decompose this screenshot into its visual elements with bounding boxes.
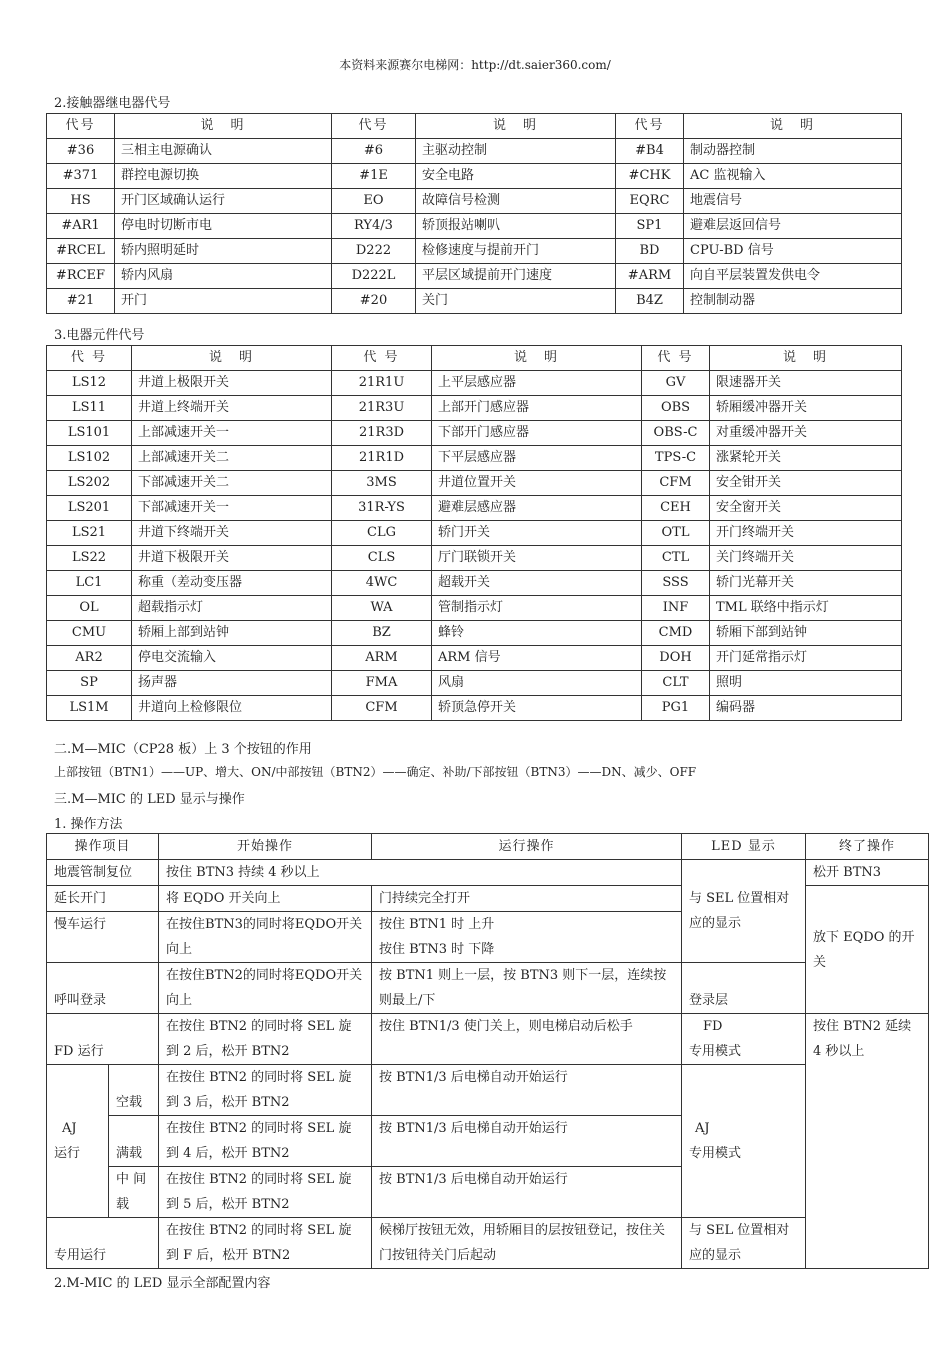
component-code-cell: PG1: [642, 696, 710, 721]
contactor-row: [47, 239, 902, 264]
contactor-code-cell: BD: [616, 239, 684, 264]
component-header-cell: 代 号: [642, 346, 710, 371]
contactor-desc-cell: CPU-BD 信号: [684, 239, 902, 264]
component-header-row: [47, 346, 902, 371]
component-desc-cell: 井道下终端开关: [132, 521, 332, 546]
component-code-cell: CFM: [642, 471, 710, 496]
aj-led-label: 专用模式: [689, 1146, 742, 1161]
component-desc-cell: 扬声器: [132, 671, 332, 696]
component-desc-cell: 井道向上检修限位: [132, 696, 332, 721]
contactor-desc-cell: 主驱动控制: [416, 139, 616, 164]
section-title-contactor: 2.接触器继电器代号: [54, 96, 171, 111]
component-desc-cell: 蜂铃: [432, 621, 642, 646]
contactor-header-cell: 代号: [616, 114, 684, 139]
contactor-code-cell: #1E: [332, 164, 416, 189]
component-desc-cell: 上部减速开关一: [132, 421, 332, 446]
component-desc-cell: 井道上终端开关: [132, 396, 332, 421]
contactor-desc-cell: 三相主电源确认: [115, 139, 332, 164]
fd-led-mode: FD: [703, 1019, 723, 1034]
component-row: [47, 496, 902, 521]
component-desc-cell: 下平层感应器: [432, 446, 642, 471]
contactor-header-cell: 说 明: [684, 114, 902, 139]
contactor-row: [47, 164, 902, 189]
contactor-code-table: [46, 113, 902, 314]
contactor-desc-cell: 地震信号: [684, 189, 902, 214]
component-code-cell: LS21: [47, 521, 132, 546]
contactor-header-cell: 说 明: [416, 114, 616, 139]
part3-title: 三.M—MIC 的 LED 显示与操作: [54, 792, 245, 807]
component-code-cell: OBS: [642, 396, 710, 421]
contactor-code-cell: #ARM: [616, 264, 684, 289]
component-code-table: [46, 345, 902, 721]
component-desc-cell: 下部减速开关一: [132, 496, 332, 521]
ops-header-start: 开始操作: [159, 834, 372, 860]
component-desc-cell: 关门终端开关: [710, 546, 902, 571]
component-desc-cell: 开门延常指示灯: [710, 646, 902, 671]
contactor-code-cell: D222L: [332, 264, 416, 289]
component-code-cell: DOH: [642, 646, 710, 671]
contactor-row: [47, 214, 902, 239]
component-code-cell: AR2: [47, 646, 132, 671]
component-code-cell: OTL: [642, 521, 710, 546]
contactor-desc-cell: 开门区域确认运行: [115, 189, 332, 214]
contactor-desc-cell: 向自平层装置发供电令: [684, 264, 902, 289]
contactor-code-cell: #AR1: [47, 214, 115, 239]
component-code-cell: ARM: [332, 646, 432, 671]
component-code-cell: CTL: [642, 546, 710, 571]
contactor-header-cell: 代号: [332, 114, 416, 139]
component-header-cell: 代 号: [332, 346, 432, 371]
contactor-desc-cell: 轿内照明延时: [115, 239, 332, 264]
contactor-desc-cell: 轿顶报站喇叭: [416, 214, 616, 239]
component-code-cell: CMD: [642, 621, 710, 646]
ops-header-row: [47, 834, 929, 860]
component-row: [47, 421, 902, 446]
contactor-code-cell: D222: [332, 239, 416, 264]
component-desc-cell: 停电交流输入: [132, 646, 332, 671]
contactor-desc-cell: 安全电路: [416, 164, 616, 189]
aj-led-mode: AJ: [695, 1121, 710, 1136]
operation-table: [46, 833, 929, 1269]
contactor-code-cell: #371: [47, 164, 115, 189]
footer-title: 2.M-MIC 的 LED 显示全部配置内容: [54, 1276, 271, 1291]
led-sel-display: 与 SEL 位置相对应的显示: [682, 860, 806, 963]
contactor-code-cell: #20: [332, 289, 416, 314]
contactor-code-cell: B4Z: [616, 289, 684, 314]
fd-start: 在按住 BTN2 的同时将 SEL 旋到 2 后，松开 BTN2: [159, 1014, 372, 1065]
quake-end: 松开 BTN3: [806, 860, 929, 886]
special-start: 在按住 BTN2 的同时将 SEL 旋到 F 后，松开 BTN2: [159, 1218, 372, 1269]
component-desc-cell: 轿门光幕开关: [710, 571, 902, 596]
ops-header-item: 操作项目: [47, 834, 159, 860]
component-code-cell: OBS-C: [642, 421, 710, 446]
call-start: 在按住BTN2的同时将EQDO开关向上: [159, 963, 372, 1014]
contactor-code-cell: #RCEL: [47, 239, 115, 264]
component-code-cell: 21R1U: [332, 371, 432, 396]
component-desc-cell: 井道下极限开关: [132, 546, 332, 571]
component-desc-cell: 井道位置开关: [432, 471, 642, 496]
component-desc-cell: 轿厢缓冲器开关: [710, 396, 902, 421]
component-code-cell: 21R3U: [332, 396, 432, 421]
component-code-cell: SP: [47, 671, 132, 696]
contactor-header-cell: 代号: [47, 114, 115, 139]
slow-run-up: 按住 BTN1 时 上升: [379, 917, 495, 932]
component-code-cell: CLG: [332, 521, 432, 546]
contactor-header-row: [47, 114, 902, 139]
component-row: [47, 621, 902, 646]
component-desc-cell: TML 联络中指示灯: [710, 596, 902, 621]
call-item: 呼叫登录: [47, 963, 159, 1014]
fd-item: FD 运行: [47, 1014, 159, 1065]
button-function-text: 上部按钮（BTN1）——UP、增大、ON/中部按钮（BTN2）——确定、补助/下部按钮（BTN3）——DN、减少、OFF: [54, 765, 697, 779]
component-header-cell: 代 号: [47, 346, 132, 371]
component-desc-cell: 管制指示灯: [432, 596, 642, 621]
component-desc-cell: 上部开门感应器: [432, 396, 642, 421]
component-header-cell: 说 明: [132, 346, 332, 371]
component-code-cell: CMU: [47, 621, 132, 646]
contactor-desc-cell: 控制制动器: [684, 289, 902, 314]
aj-sub-mid: 中 间 载: [109, 1167, 159, 1218]
component-code-cell: WA: [332, 596, 432, 621]
component-desc-cell: 安全钳开关: [710, 471, 902, 496]
contactor-code-cell: HS: [47, 189, 115, 214]
component-code-cell: 3MS: [332, 471, 432, 496]
contactor-code-cell: #36: [47, 139, 115, 164]
component-desc-cell: 轿顶急停开关: [432, 696, 642, 721]
component-code-cell: CEH: [642, 496, 710, 521]
component-code-cell: FMA: [332, 671, 432, 696]
component-code-cell: LS202: [47, 471, 132, 496]
aj-item: [47, 1065, 109, 1218]
component-desc-cell: 井道上极限开关: [132, 371, 332, 396]
contactor-code-cell: #21: [47, 289, 115, 314]
aj-full-run: 按 BTN1/3 后电梯自动开始运行: [372, 1116, 682, 1167]
slow-item: 慢车运行: [47, 912, 159, 963]
ops-row-quake: [47, 860, 929, 886]
component-code-cell: LS1M: [47, 696, 132, 721]
ops-header-end: 终了操作: [806, 834, 929, 860]
ops-header-run: 运行操作: [372, 834, 682, 860]
contactor-desc-cell: 群控电源切换: [115, 164, 332, 189]
slow-run: [372, 912, 682, 963]
component-desc-cell: 厅门联锁开关: [432, 546, 642, 571]
contactor-row: [47, 289, 902, 314]
aj-sub-full: 满载: [109, 1116, 159, 1167]
contactor-desc-cell: AC 监视输入: [684, 164, 902, 189]
aj-mid-run: 按 BTN1/3 后电梯自动开始运行: [372, 1167, 682, 1218]
component-desc-cell: 上平层感应器: [432, 371, 642, 396]
contactor-desc-cell: 停电时切断市电: [115, 214, 332, 239]
contactor-desc-cell: 开门: [115, 289, 332, 314]
contactor-row: [47, 189, 902, 214]
component-code-cell: INF: [642, 596, 710, 621]
aj-item-line2: 运行: [54, 1146, 81, 1161]
contactor-desc-cell: 避难层返回信号: [684, 214, 902, 239]
contactor-desc-cell: 轿内风扇: [115, 264, 332, 289]
contactor-code-cell: #RCEF: [47, 264, 115, 289]
quake-item: 地震管制复位: [47, 860, 159, 886]
contactor-code-cell: EO: [332, 189, 416, 214]
component-code-cell: 21R1D: [332, 446, 432, 471]
component-desc-cell: 限速器开关: [710, 371, 902, 396]
aj-empty-start: 在按住 BTN2 的同时将 SEL 旋到 3 后，松开 BTN2: [159, 1065, 372, 1116]
component-desc-cell: 开门终端开关: [710, 521, 902, 546]
ops-row-aj-empty: [47, 1065, 929, 1116]
component-desc-cell: 超载指示灯: [132, 596, 332, 621]
component-row: [47, 396, 902, 421]
component-desc-cell: 避难层感应器: [432, 496, 642, 521]
method-title: 1. 操作方法: [54, 817, 123, 832]
aj-mid-start: 在按住 BTN2 的同时将 SEL 旋到 5 后，松开 BTN2: [159, 1167, 372, 1218]
component-code-cell: LS11: [47, 396, 132, 421]
aj-sub-empty: 空载: [109, 1065, 159, 1116]
component-desc-cell: 轿厢上部到站钟: [132, 621, 332, 646]
contactor-desc-cell: 检修速度与提前开门: [416, 239, 616, 264]
fd-led-label: 专用模式: [689, 1044, 742, 1059]
component-code-cell: LS12: [47, 371, 132, 396]
component-row: [47, 646, 902, 671]
contactor-code-cell: SP1: [616, 214, 684, 239]
component-code-cell: LS22: [47, 546, 132, 571]
component-row: [47, 521, 902, 546]
component-desc-cell: 轿门开关: [432, 521, 642, 546]
fd-led: [682, 1014, 806, 1065]
component-desc-cell: 称重（差动变压器: [132, 571, 332, 596]
aj-item-line1: AJ: [62, 1121, 77, 1136]
component-header-cell: 说 明: [710, 346, 902, 371]
ops-row-special: [47, 1218, 929, 1269]
component-code-cell: LS102: [47, 446, 132, 471]
component-desc-cell: 下部开门感应器: [432, 421, 642, 446]
component-row: [47, 371, 902, 396]
contactor-desc-cell: 故障信号检测: [416, 189, 616, 214]
component-code-cell: LC1: [47, 571, 132, 596]
aj-empty-run: 按 BTN1/3 后电梯自动开始运行: [372, 1065, 682, 1116]
fd-end: 按住 BTN2 延续 4 秒以上: [806, 1014, 929, 1269]
ops-row-call: [47, 963, 929, 1014]
component-desc-cell: 风扇: [432, 671, 642, 696]
fd-run: 按住 BTN1/3 使门关上，则电梯启动后松手: [372, 1014, 682, 1065]
component-code-cell: BZ: [332, 621, 432, 646]
contactor-code-cell: #6: [332, 139, 416, 164]
extend-item: 延长开门: [47, 886, 159, 912]
extend-run: 门持续完全打开: [372, 886, 682, 912]
component-code-cell: CFM: [332, 696, 432, 721]
special-led: 与 SEL 位置相对应的显示: [682, 1218, 806, 1269]
component-row: [47, 446, 902, 471]
component-code-cell: CLT: [642, 671, 710, 696]
component-desc-cell: 上部减速开关二: [132, 446, 332, 471]
component-code-cell: TPS-C: [642, 446, 710, 471]
ops-row-fd: [47, 1014, 929, 1065]
component-row: [47, 546, 902, 571]
contactor-code-cell: #B4: [616, 139, 684, 164]
call-run: 按 BTN1 则上一层，按 BTN3 则下一层，连续按则最上/下: [372, 963, 682, 1014]
component-desc-cell: 照明: [710, 671, 902, 696]
component-desc-cell: 轿厢下部到站钟: [710, 621, 902, 646]
component-desc-cell: ARM 信号: [432, 646, 642, 671]
end-eqdo: 放下 EQDO 的开关: [806, 886, 929, 1014]
quake-start: 按住 BTN3 持续 4 秒以上: [159, 860, 682, 886]
component-row: [47, 696, 902, 721]
component-row: [47, 671, 902, 696]
contactor-desc-cell: 制动器控制: [684, 139, 902, 164]
component-code-cell: GV: [642, 371, 710, 396]
contactor-row: [47, 139, 902, 164]
aj-led: [682, 1065, 806, 1218]
component-code-cell: LS101: [47, 421, 132, 446]
ops-header-led: LED 显示: [682, 834, 806, 860]
component-code-cell: 4WC: [332, 571, 432, 596]
contactor-code-cell: EQRC: [616, 189, 684, 214]
special-run: 候梯厅按钮无效，用轿厢目的层按钮登记，按住关门按钮待关门后起动: [372, 1218, 682, 1269]
component-header-cell: 说 明: [432, 346, 642, 371]
extend-start: 将 EQDO 开关向上: [159, 886, 372, 912]
page-header-source: 本资料来源赛尔电梯网：http://dt.saier360.com/: [339, 58, 611, 72]
component-desc-cell: 下部减速开关二: [132, 471, 332, 496]
part2-title: 二.M—MIC（CP28 板）上 3 个按钮的作用: [54, 742, 312, 757]
component-code-cell: SSS: [642, 571, 710, 596]
component-desc-cell: 超载开关: [432, 571, 642, 596]
slow-run-down: 按住 BTN3 时 下降: [379, 942, 495, 957]
component-desc-cell: 编码器: [710, 696, 902, 721]
contactor-desc-cell: 关门: [416, 289, 616, 314]
contactor-code-cell: #CHK: [616, 164, 684, 189]
special-item: 专用运行: [47, 1218, 159, 1269]
slow-start: 在按住BTN3的同时将EQDO开关向上: [159, 912, 372, 963]
component-desc-cell: 对重缓冲器开关: [710, 421, 902, 446]
aj-full-start: 在按住 BTN2 的同时将 SEL 旋到 4 后，松开 BTN2: [159, 1116, 372, 1167]
component-desc-cell: 安全窗开关: [710, 496, 902, 521]
component-row: [47, 571, 902, 596]
contactor-row: [47, 264, 902, 289]
contactor-code-cell: RY4/3: [332, 214, 416, 239]
contactor-desc-cell: 平层区域提前开门速度: [416, 264, 616, 289]
component-row: [47, 471, 902, 496]
section-title-components: 3.电器元件代号: [54, 328, 145, 343]
component-code-cell: 21R3D: [332, 421, 432, 446]
component-code-cell: CLS: [332, 546, 432, 571]
component-code-cell: OL: [47, 596, 132, 621]
component-code-cell: 31R-YS: [332, 496, 432, 521]
component-code-cell: LS201: [47, 496, 132, 521]
contactor-header-cell: 说 明: [115, 114, 332, 139]
call-led: 登录层: [682, 963, 806, 1014]
component-row: [47, 596, 902, 621]
component-desc-cell: 涨紧轮开关: [710, 446, 902, 471]
